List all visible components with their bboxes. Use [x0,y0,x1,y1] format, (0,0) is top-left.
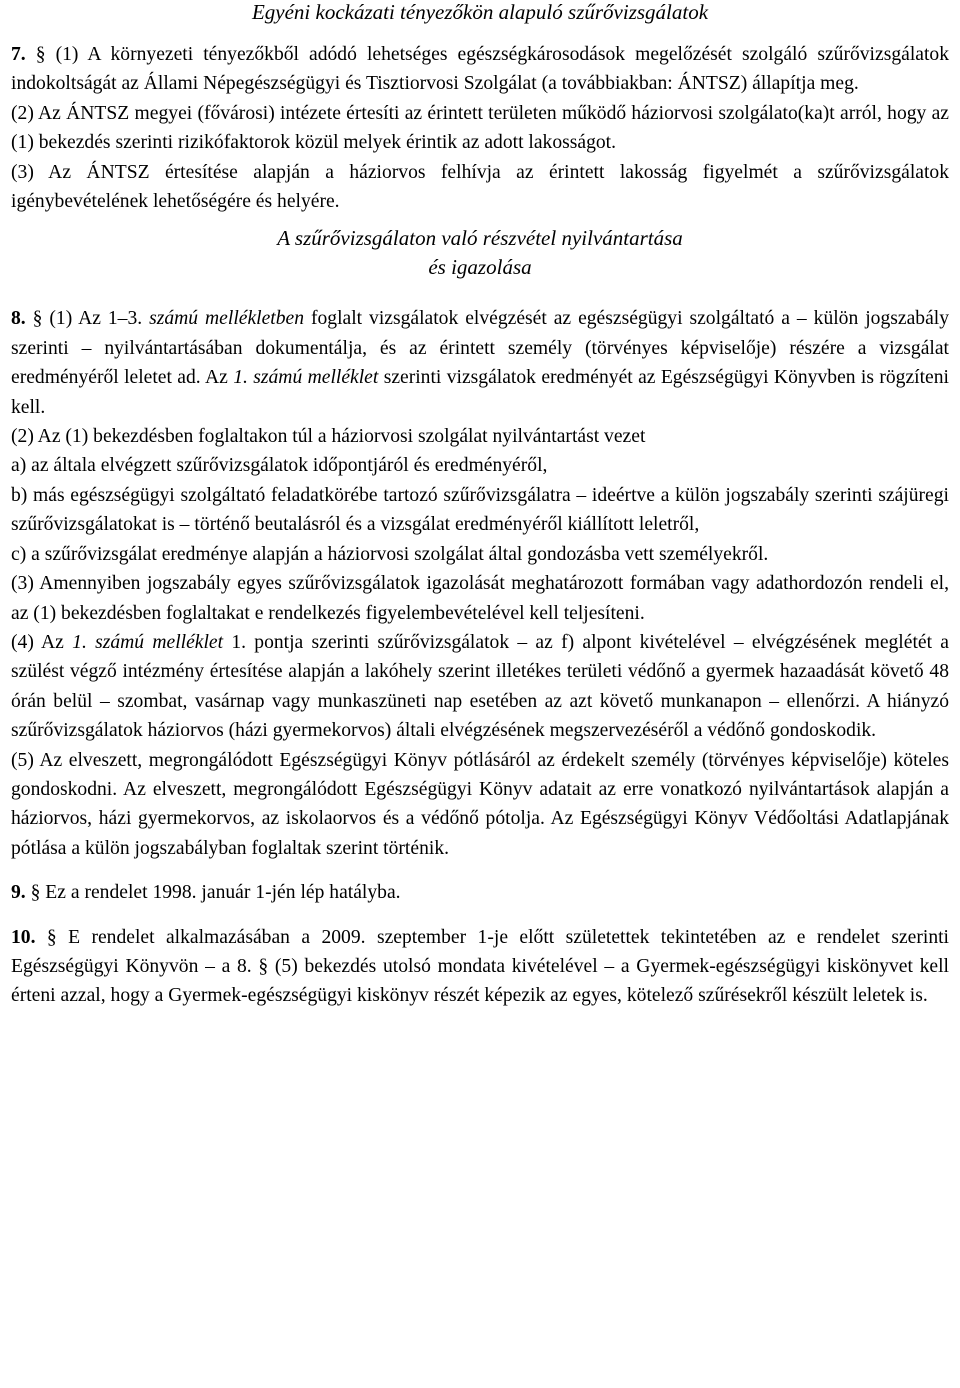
section-10-text: E rendelet alkalmazásában a 2009. szeptember 1-je előtt születettek tekintetében az e rendelet szerinti Egészségügyi Könyvön – a 8. § (5) bekezdés utolsó mondata kivételével – a Gyermek-egészségügyi kiskönyvet kell érteni azzal, hogy a Gyermek-egészségügyi kiskönyv részét képezik az egyes, kötelező szűrésekről készült leletek is. [11,926,950,1007]
s8-p1-part-b: számú mellékletben [149,308,305,330]
subsection-heading [5,224,955,282]
section-8-item-c: c) a szűrővizsgálat eredménye alapján a háziorvosi szolgálat által gondozásba vett személyekről. [11,543,769,565]
section-8-item-a: a) az általa elvégzett szűrővizsgálatok időpontjáról és eredményéről, [11,455,548,477]
header-title: Egyéni kockázati tényezőkön alapuló szűrővizsgálatok [251,0,709,24]
section-7-p1-text: (1) A környezeti tényezőkből adódó lehetséges egészségkárosodások megelőzését szolgáló szűrővizsgálatok indokoltságát az Állami Népegészségügyi és Tisztiorvosi Szolgálat (a továbbiakban: ÁNTSZ) állapítja meg. [11,44,949,95]
subsection-heading-line-1: A szűrővizsgálaton való részvétel nyilvántartása [277,226,683,251]
section-7-paragraph-1: 7. § (1) A környezeti tényezőkből adódó lehetséges egészségkárosodások megelőzését szolgáló szűrővizsgálatok indokoltságát az Állami Népegészségügyi és Tisztiorvosi Szolgálat (a továbbiakban: ÁNTSZ) állapítja meg. [11,44,949,95]
s8-p1-part-a: (1) Az 1–3. [49,308,150,330]
section-8-number: 8. [11,308,26,330]
s8-p4-part-c: 1. pontja szerinti szűrővizsgálatok – az f) alpont kivételével – elvégzésének meglétét a szülést végző intézmény értesítése alapján a lakóhely szerint illetékes területi védőnő a gyermek hazaadását követő 48 órán belül – szombat, vasárnap vagy munkaszüneti nap esetében az azt követő munkanapon – ellenőrzi. A hiányzó szűrővizsgálatok háziorvos (házi gyermekorvos) általi elvégzésének megszervezéséről a védőnő gondoskodik. [11,631,949,742]
section-8-paragraph-5: (5) Az elveszett, megrongálódott Egészségügyi Könyv pótlásáról az érdekelt személy (törvényes képviselője) köteles gondoskodni. Az elveszett, megrongálódott Egészségügyi Könyv adatait az erre vonatkozó nyilvántartások alapján a háziorvos, házi gyermekorvos, az iskolaorvos és a védőnő pótolja. Az Egészségügyi Könyv Védőoltási Adatlapjának pótlása a külön jogszabályban foglaltak szerint történik. [11,749,949,859]
section-10-number: 10. [11,926,36,948]
s8-p4-part-b: 1. számú melléklet [72,631,224,653]
section-10 [5,923,955,1011]
section-9-text: Ez a rendelet 1998. január 1-jén lép hatályba. [45,882,401,904]
s8-p1-part-e: szerinti vizsgálatok eredményét az Egészségügyi Könyvben is rögzíteni kell. [11,367,949,418]
section-8-item-b: b) más egészségügyi szolgáltató feladatkörébe tartozó szűrővizsgálatra – ideértve a külön jogszabály szerinti szájüregi szűrővizsgálatokat is – történő beutalásról és a vizsgálat eredményéről kiállított leletről, [11,484,949,536]
section-9 [5,878,955,907]
subsection-heading-line-2: és igazolása [428,255,532,280]
section-8-paragraph-2: (2) Az (1) bekezdésben foglaltakon túl a háziorvosi szolgálat nyilvántartást vezet [11,426,646,448]
s8-p1-part-d: 1. számú melléklet [233,367,379,389]
section-8 [5,304,955,863]
document-page [5,0,955,1011]
section-7-paragraph-3: (3) Az ÁNTSZ értesítése alapján a háziorvos felhívja az érintett lakosság figyelmét a szűrővizsgálatok igénybevételének lehetőségére és helyére. [11,161,949,213]
s8-p1-part-c: foglalt vizsgálatok elvégzését az egészségügyi szolgáltató a – külön jogszabály szerinti – nyilvántartásában dokumentálja, és az érintett személy (törvényes képviselője) részére a vizsgálat eredményéről leletet ad. Az [11,308,950,389]
section-10-paragraph: 10. § E rendelet alkalmazásában a 2009. szeptember 1-je előtt születettek tekintetében az e rendelet szerinti Egészségügyi Könyvön – a 8. § (5) bekezdés utolsó mondata kivételével – a Gyermek-egészségügyi kiskönyvet kell érteni azzal, hogy a Gyermek-egészségügyi kiskönyv részét képezik az egyes, kötelező szűrésekről készült leletek is. [11,926,950,1007]
s8-p4-part-a: (4) Az [11,631,73,653]
section-9-paragraph: 9. § Ez a rendelet 1998. január 1-jén lép hatályba. [11,882,401,904]
section-7 [5,40,955,216]
page-header [5,0,955,40]
section-8-paragraph-1: 8. § (1) Az 1–3. számú mellékletben foglalt vizsgálatok elvégzését az egészségügyi szolgáltató a – külön jogszabály szerinti – nyilvántartásában dokumentálja, és az érintett személy (törvényes képviselője) részére a vizsgálat eredményéről leletet ad. Az 1. számú melléklet szerinti vizsgálatok eredményét az Egészségügyi Könyvben is rögzíteni kell. [11,308,950,418]
section-8-paragraph-3: (3) Amennyiben jogszabály egyes szűrővizsgálatok igazolását meghatározott formában vagy adathordozón rendeli el, az (1) bekezdésben foglaltakat e rendelkezés figyelembevételével kell teljesíteni. [11,573,949,624]
section-7-number: 7. [11,44,26,65]
section-8-paragraph-4 [11,628,949,746]
section-7-paragraph-2: (2) Az ÁNTSZ megyei (fővárosi) intézete értesíti az érintett területen működő háziorvosi szolgálato(ka)t arról, hogy az (1) bekezdés szerinti rizikófaktorok közül melyek érintik az adott lakosságot. [11,102,949,154]
section-9-number: 9. [11,882,26,904]
